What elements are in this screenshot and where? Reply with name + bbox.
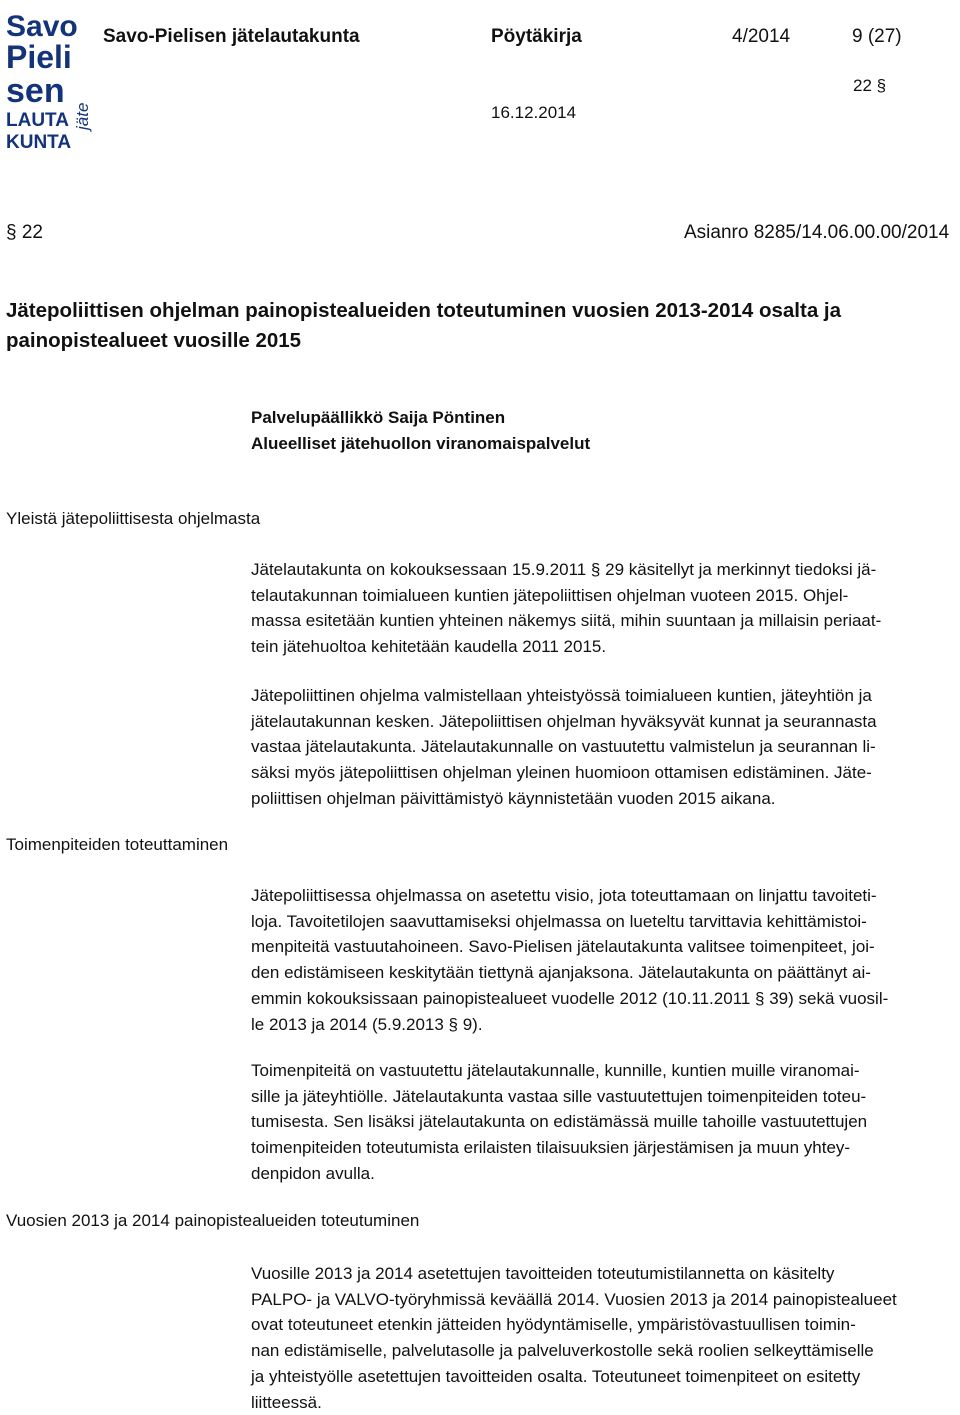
section-number: § 22 <box>6 222 43 243</box>
header-page-number: 9 (27) <box>852 26 902 47</box>
side-heading-general: Yleistä jätepoliittisesta ohjelmasta <box>6 509 261 528</box>
page-title: Jätepoliittisen ohjelman painopistealueiden toteutuminen vuosien 2013-2014 osalta ja painopistealueet vuosille 2015 <box>6 299 842 352</box>
side-heading-realization: Vuosien 2013 ja 2014 painopistealueiden toteutuminen <box>6 1211 420 1230</box>
author-name: Palvelupäällikkö Saija Pöntinen <box>251 408 506 427</box>
paragraph-1: Jätelautakunta on kokouksessaan 15.9.2011 § 29 käsitellyt ja merkinnyt tiedoksi jä- telautakunnan toimialueen kuntien jätepoliittisen ohjelman vuoteen 2015. Ohjel- massa esitetään kuntien yhteinen näkemys siitä, mihin suuntaan ja millaisin periaat- tein jätehuoltoa kehitetään kaudella 2011 2015. <box>251 560 882 657</box>
savo-pielisen-jatelautakunta-logo <box>4 6 94 150</box>
header-document-type: Pöytäkirja <box>491 26 582 47</box>
header-document-number: 4/2014 <box>732 26 791 47</box>
logo-line-jate: jäte <box>73 102 92 130</box>
logo-line-sen: sen <box>6 72 65 110</box>
author-block <box>251 405 590 457</box>
side-heading-implementation: Toimenpiteiden toteuttaminen <box>6 835 229 854</box>
author-unit: Alueelliset jätehuollon viranomaispalvelut <box>251 434 591 453</box>
paragraph-3: Jätepoliittisessa ohjelmassa on asetettu visio, jota toteuttamaan on linjattu tavoiteti- loja. Tavoitetilojen saavuttamiseksi ohjelmassa on lueteltu tarvittavia kehittämistoi- menpiteitä vastuutahoineen. Savo-Pielisen jätelautakunta valitsee toimenpiteet, joi- den edistämiseen keskitytään tiettynä ajanjaksona. Jätelautakunta on päättänyt ai- emmin kokouksissaan painopistealueet vuodelle 2012 (10.11.2011 § 39) sekä vuosil- le 2013 ja 2014 (5.9.2013 § 9). <box>251 886 889 1034</box>
case-number: Asianro 8285/14.06.00.00/2014 <box>684 222 950 243</box>
paragraph-4: Toimenpiteitä on vastuutettu jätelautakunnalle, kunnille, kuntien muille viranomai- sille ja jäteyhtiölle. Jätelautakunta vastaa sille vastuutettujen toimenpiteiden toteu- tumisesta. Sen lisäksi jätelautakunta on edistämässä muille tahoille vastuutettujen toimenpiteiden toteutumista erilaisten tilaisuuksien järjestämisen ja muun yhtey- denpidon avulla. <box>251 1061 868 1183</box>
logo-line-lauta: LAUTA <box>6 110 69 131</box>
paragraph-5: Vuosille 2013 ja 2014 asetettujen tavoitteiden toteutumistilannetta on käsitelty PALPO- ja VALVO-työryhmissä keväällä 2014. Vuosien 2013 ja 2014 painopistealueet ovat toteutuneet etenkin jätteiden hyödyntämiselle, ympäristövastuullisen toimin- nan edistämiselle, palvelutasolle ja palveluverkostolle sekä roolien selkeyttämiselle ja yhteistyölle asetettujen tavoitteiden osalta. Toteutuneet toimenpiteet on esitetty liitteessä. <box>251 1264 897 1412</box>
header-organization: Savo-Pielisen jätelautakunta <box>103 26 360 47</box>
paragraph-2: Jätepoliittinen ohjelma valmistellaan yhteistyössä toimialueen kuntien, jäteyhtiön ja jätelautakunnan kesken. Jätepoliittisen ohjelman hyväksyvät kunnat ja seurannasta vastaa jätelautakunta. Jätelautakunnalle on vastuutettu valmistelun ja seurannan li- säksi myös jätepoliittisen ohjelman yleinen huomioon ottamisen edistäminen. Jäte- poliittisen ohjelman päivittämistyö käynnistetään vuoden 2015 aikana. <box>251 686 877 808</box>
logo-line-savo: Savo <box>6 10 78 43</box>
logo-line-pieli: Pieli <box>6 39 72 75</box>
header-date: 16.12.2014 <box>491 103 577 122</box>
header-section-number: 22 § <box>853 76 887 95</box>
logo-line-kunta: KUNTA <box>6 132 72 150</box>
